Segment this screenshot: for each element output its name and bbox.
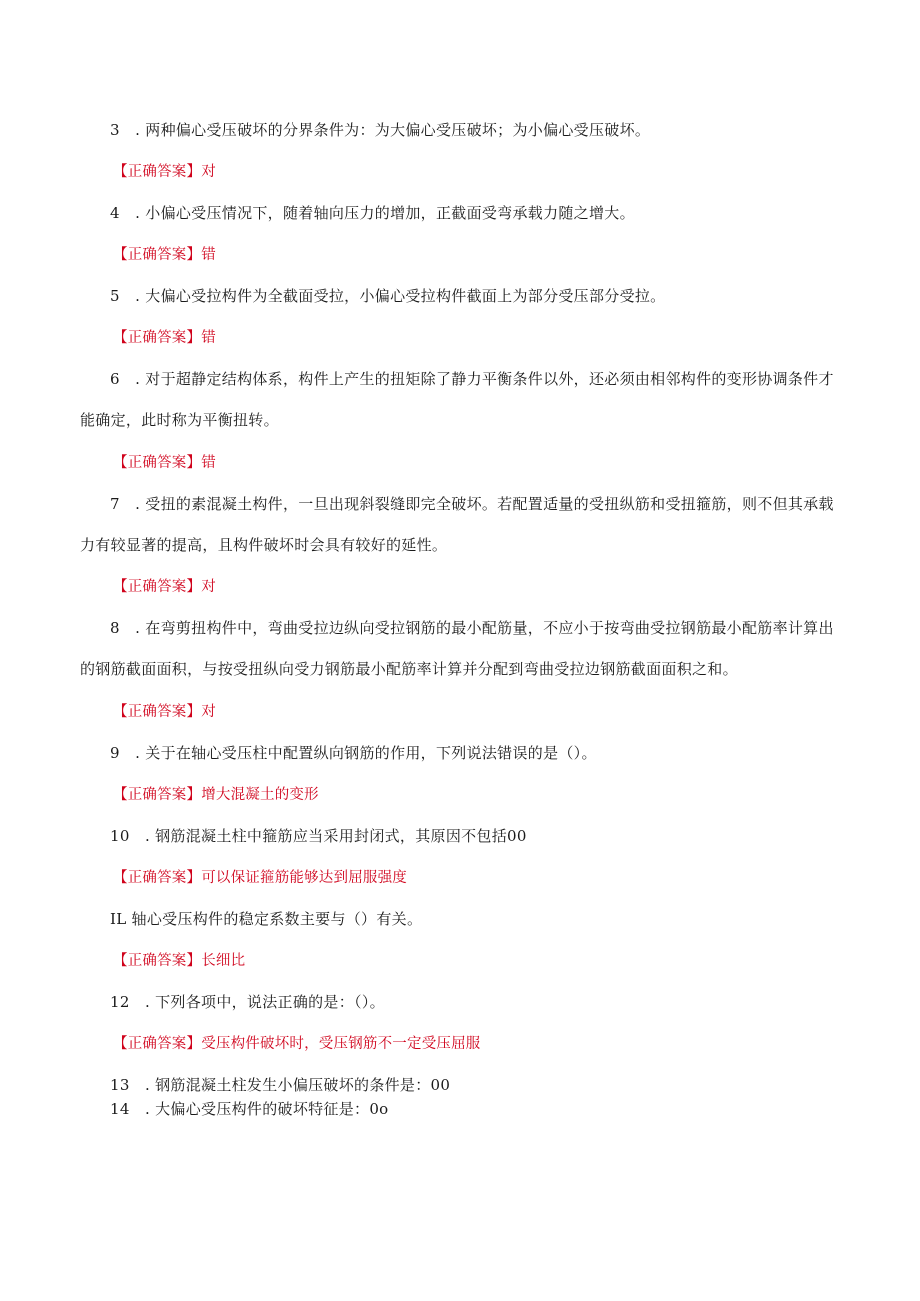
answer-6: [113, 453, 216, 473]
answer-value: 对: [201, 579, 216, 595]
answer-value: 错: [201, 455, 216, 471]
answer-12: [113, 1034, 481, 1054]
answer-11: [113, 951, 245, 971]
answer-label: 【正确答案】: [113, 330, 202, 346]
answer-3: [113, 162, 216, 182]
answer-value: 增大混凝土的变形: [201, 787, 319, 803]
answer-7: [113, 577, 216, 597]
answer-label: 【正确答案】: [113, 1036, 202, 1052]
answer-label: 【正确答案】: [113, 579, 202, 595]
answer-label: 【正确答案】: [113, 247, 202, 263]
question-13: 13 . 钢筋混凝土柱发生小偏压破坏的条件是：00: [110, 1076, 451, 1094]
answer-label: 【正确答案】: [113, 953, 202, 969]
answer-value: 受压构件破坏时，受压钢筋不一定受压屈服: [201, 1036, 481, 1052]
answer-8: [113, 702, 216, 722]
answer-value: 错: [201, 247, 216, 263]
answer-value: 对: [201, 704, 216, 720]
question-11: IL 轴心受压构件的稳定系数主要与（）有关。: [110, 910, 423, 928]
answer-label: 【正确答案】: [113, 704, 202, 720]
question-14: 14 . 大偏心受压构件的破坏特征是：0o: [110, 1100, 389, 1118]
answer-value: 可以保证箍筋能够达到屈服强度: [201, 870, 408, 886]
answer-4: [113, 245, 216, 265]
question-4: 4 . 小偏心受压情况下，随着轴向压力的增加，正截面受弯承载力随之增大。: [110, 204, 635, 222]
answer-label: 【正确答案】: [113, 164, 202, 180]
answer-9: [113, 785, 319, 805]
question-10: 10 . 钢筋混凝土柱中箍筋应当采用封闭式，其原因不包括00: [110, 827, 527, 845]
question-3: 3 . 两种偏心受压破坏的分界条件为：为大偏心受压破坏；为小偏心受压破坏。: [110, 121, 651, 139]
question-12: 12 . 下列各项中，说法正确的是：（）。: [110, 993, 385, 1011]
answer-10: [113, 868, 407, 888]
answer-label: 【正确答案】: [113, 870, 202, 886]
answer-value: 错: [201, 330, 216, 346]
answer-5: [113, 328, 216, 348]
answer-label: 【正确答案】: [113, 455, 202, 471]
question-7: 7 . 受扭的素混凝土构件，一旦出现斜裂缝即完全破坏。若配置适量的受扭纵筋和受扭箍筋，则不但其承载力有较显著的提高，且构件破坏时会具有较好的延性。: [80, 495, 834, 554]
answer-value: 对: [201, 164, 216, 180]
question-8: 8 . 在弯剪扭构件中，弯曲受拉边纵向受拉钢筋的最小配筋量，不应小于按弯曲受拉钢筋最小配筋率计算出的钢筋截面面积，与按受扭纵向受力钢筋最小配筋率计算并分配到弯曲受拉边钢筋截面面积之和。: [80, 619, 834, 678]
answer-label: 【正确答案】: [113, 787, 202, 803]
question-6: 6 . 对于超静定结构体系，构件上产生的扭矩除了静力平衡条件以外，还必须由相邻构件的变形协调条件才能确定，此时称为平衡扭转。: [80, 370, 834, 429]
answer-value: 长细比: [201, 953, 246, 969]
question-9: 9 . 关于在轴心受压柱中配置纵向钢筋的作用，下列说法错误的是（）。: [110, 744, 597, 762]
question-5: 5 . 大偏心受拉构件为全截面受拉，小偏心受拉构件截面上为部分受压部分受拉。: [110, 287, 666, 305]
